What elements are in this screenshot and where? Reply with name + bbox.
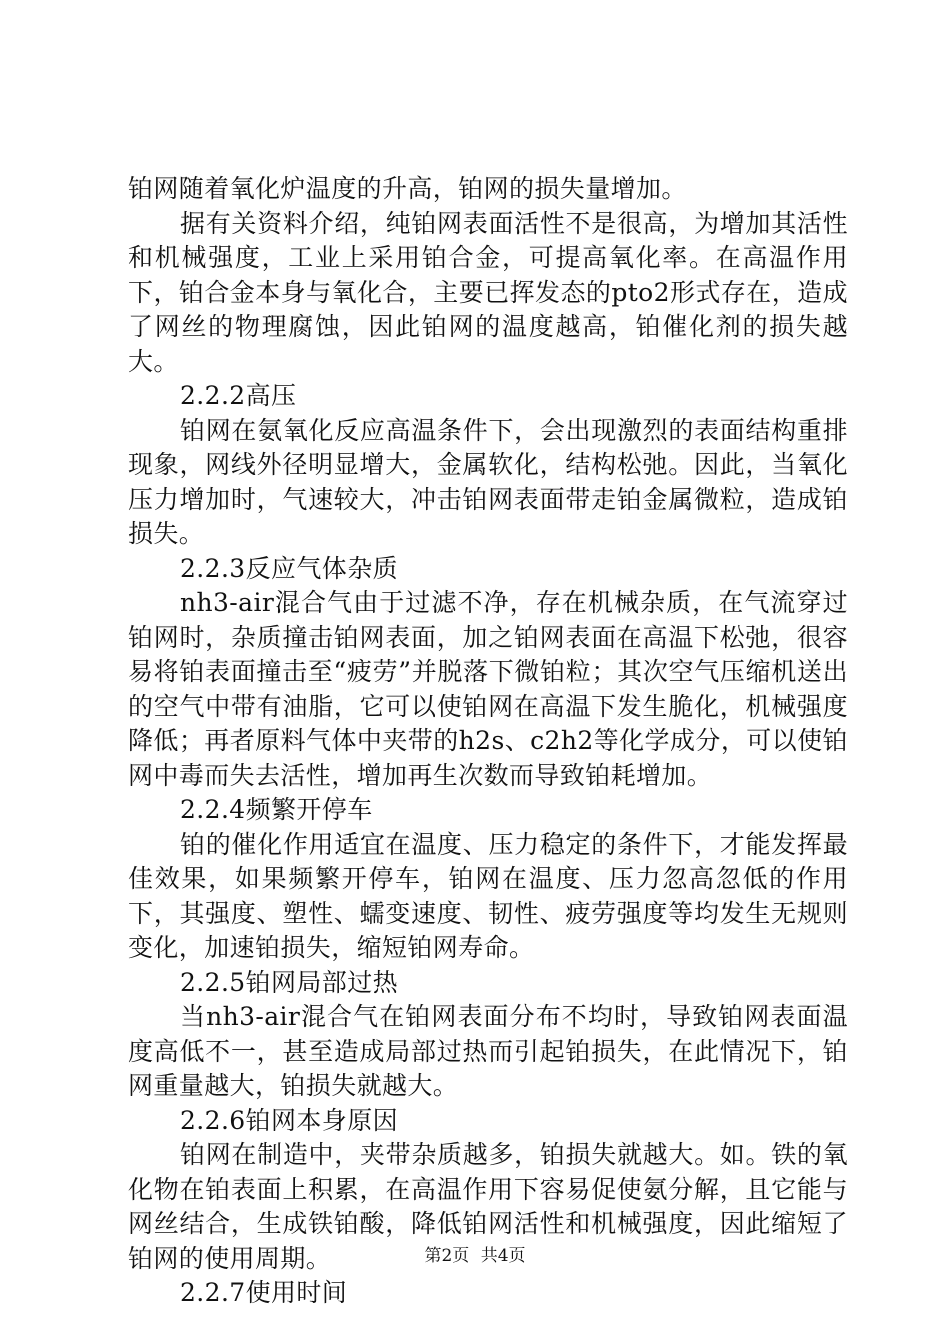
section-heading-frequent-stops: 2.2.4频繁开停车 (180, 795, 373, 824)
paragraph-gas-impurities: nh3-air混合气由于过滤不净，存在机械杂质，在气流穿过铂网时，杂质撞击铂网表面，加之铂网表面在高温下松弛，很容易将铂表面撞击至“疲劳”并脱落下微铂粒；其次空气压缩机送出的空气中带有油脂，它可以使铂网在高温下发生脆化，机械强度降低；再者原料气体中夹带的h2s、c2h2等化学成分，可以使铂网中毒而失去活性，增加再生次数而导致铂耗增加。 (128, 588, 848, 790)
paragraph-gauze-itself: 铂网在制造中，夹带杂质越多，铂损失就越大。如。铁的氧化物在铂表面上积累，在高温作用下容易促使氨分解，且它能与网丝结合，生成铁铂酸，降低铂网活性和机械强度，因此缩短了铂网的使用周期。 (128, 1140, 848, 1273)
page-footer (0, 1244, 950, 1268)
paragraph-intro: 铂网随着氧化炉温度的升高，铂网的损失量增加。 (128, 174, 687, 203)
page-number: 第2页 (424, 1246, 470, 1266)
section-heading-usage-time: 2.2.7使用时间 (180, 1278, 348, 1307)
section-heading-high-pressure: 2.2.2高压 (180, 381, 297, 410)
paragraph-platinum-alloy: 据有关资料介绍，纯铂网表面活性不是很高，为增加其活性和机械强度，工业上采用铂合金，可提高氧化率。在高温作用下，铂合金本身与氧化合，主要已挥发态的pto2形式存在，造成了网丝的物理腐蚀，因此铂网的温度越高，铂催化剂的损失越大。 (128, 208, 848, 376)
section-heading-local-overheating: 2.2.5铂网局部过热 (180, 967, 399, 997)
section-heading-gas-impurities: 2.2.3反应气体杂质 (180, 553, 399, 583)
paragraph-high-pressure: 铂网在氨氧化反应高温条件下，会出现激烈的表面结构重排现象，网线外径明显增大，金属软化，结构松弛。因此，当氧化压力增加时，气速较大，冲击铂网表面带走铂金属微粒，造成铂损失。 (128, 415, 848, 548)
paragraph-frequent-stops: 铂的催化作用适宜在温度、压力稳定的条件下，才能发挥最佳效果，如果频繁开停车，铂网在温度、压力忽高忽低的作用下，其强度、塑性、蠕变速度、韧性、疲劳强度等均发生无规则变化，加速铂损失，缩短铂网寿命。 (128, 829, 848, 962)
document-body (128, 172, 848, 1311)
paragraph-local-overheating: 当nh3-air混合气在铂网表面分布不均时，导致铂网表面温度高低不一，甚至造成局部过热而引起铂损失，在此情况下，铂网重量越大，铂损失就越大。 (128, 1002, 848, 1100)
section-heading-gauze-itself: 2.2.6铂网本身原因 (180, 1105, 399, 1135)
page-total: 共4页 (480, 1246, 526, 1266)
